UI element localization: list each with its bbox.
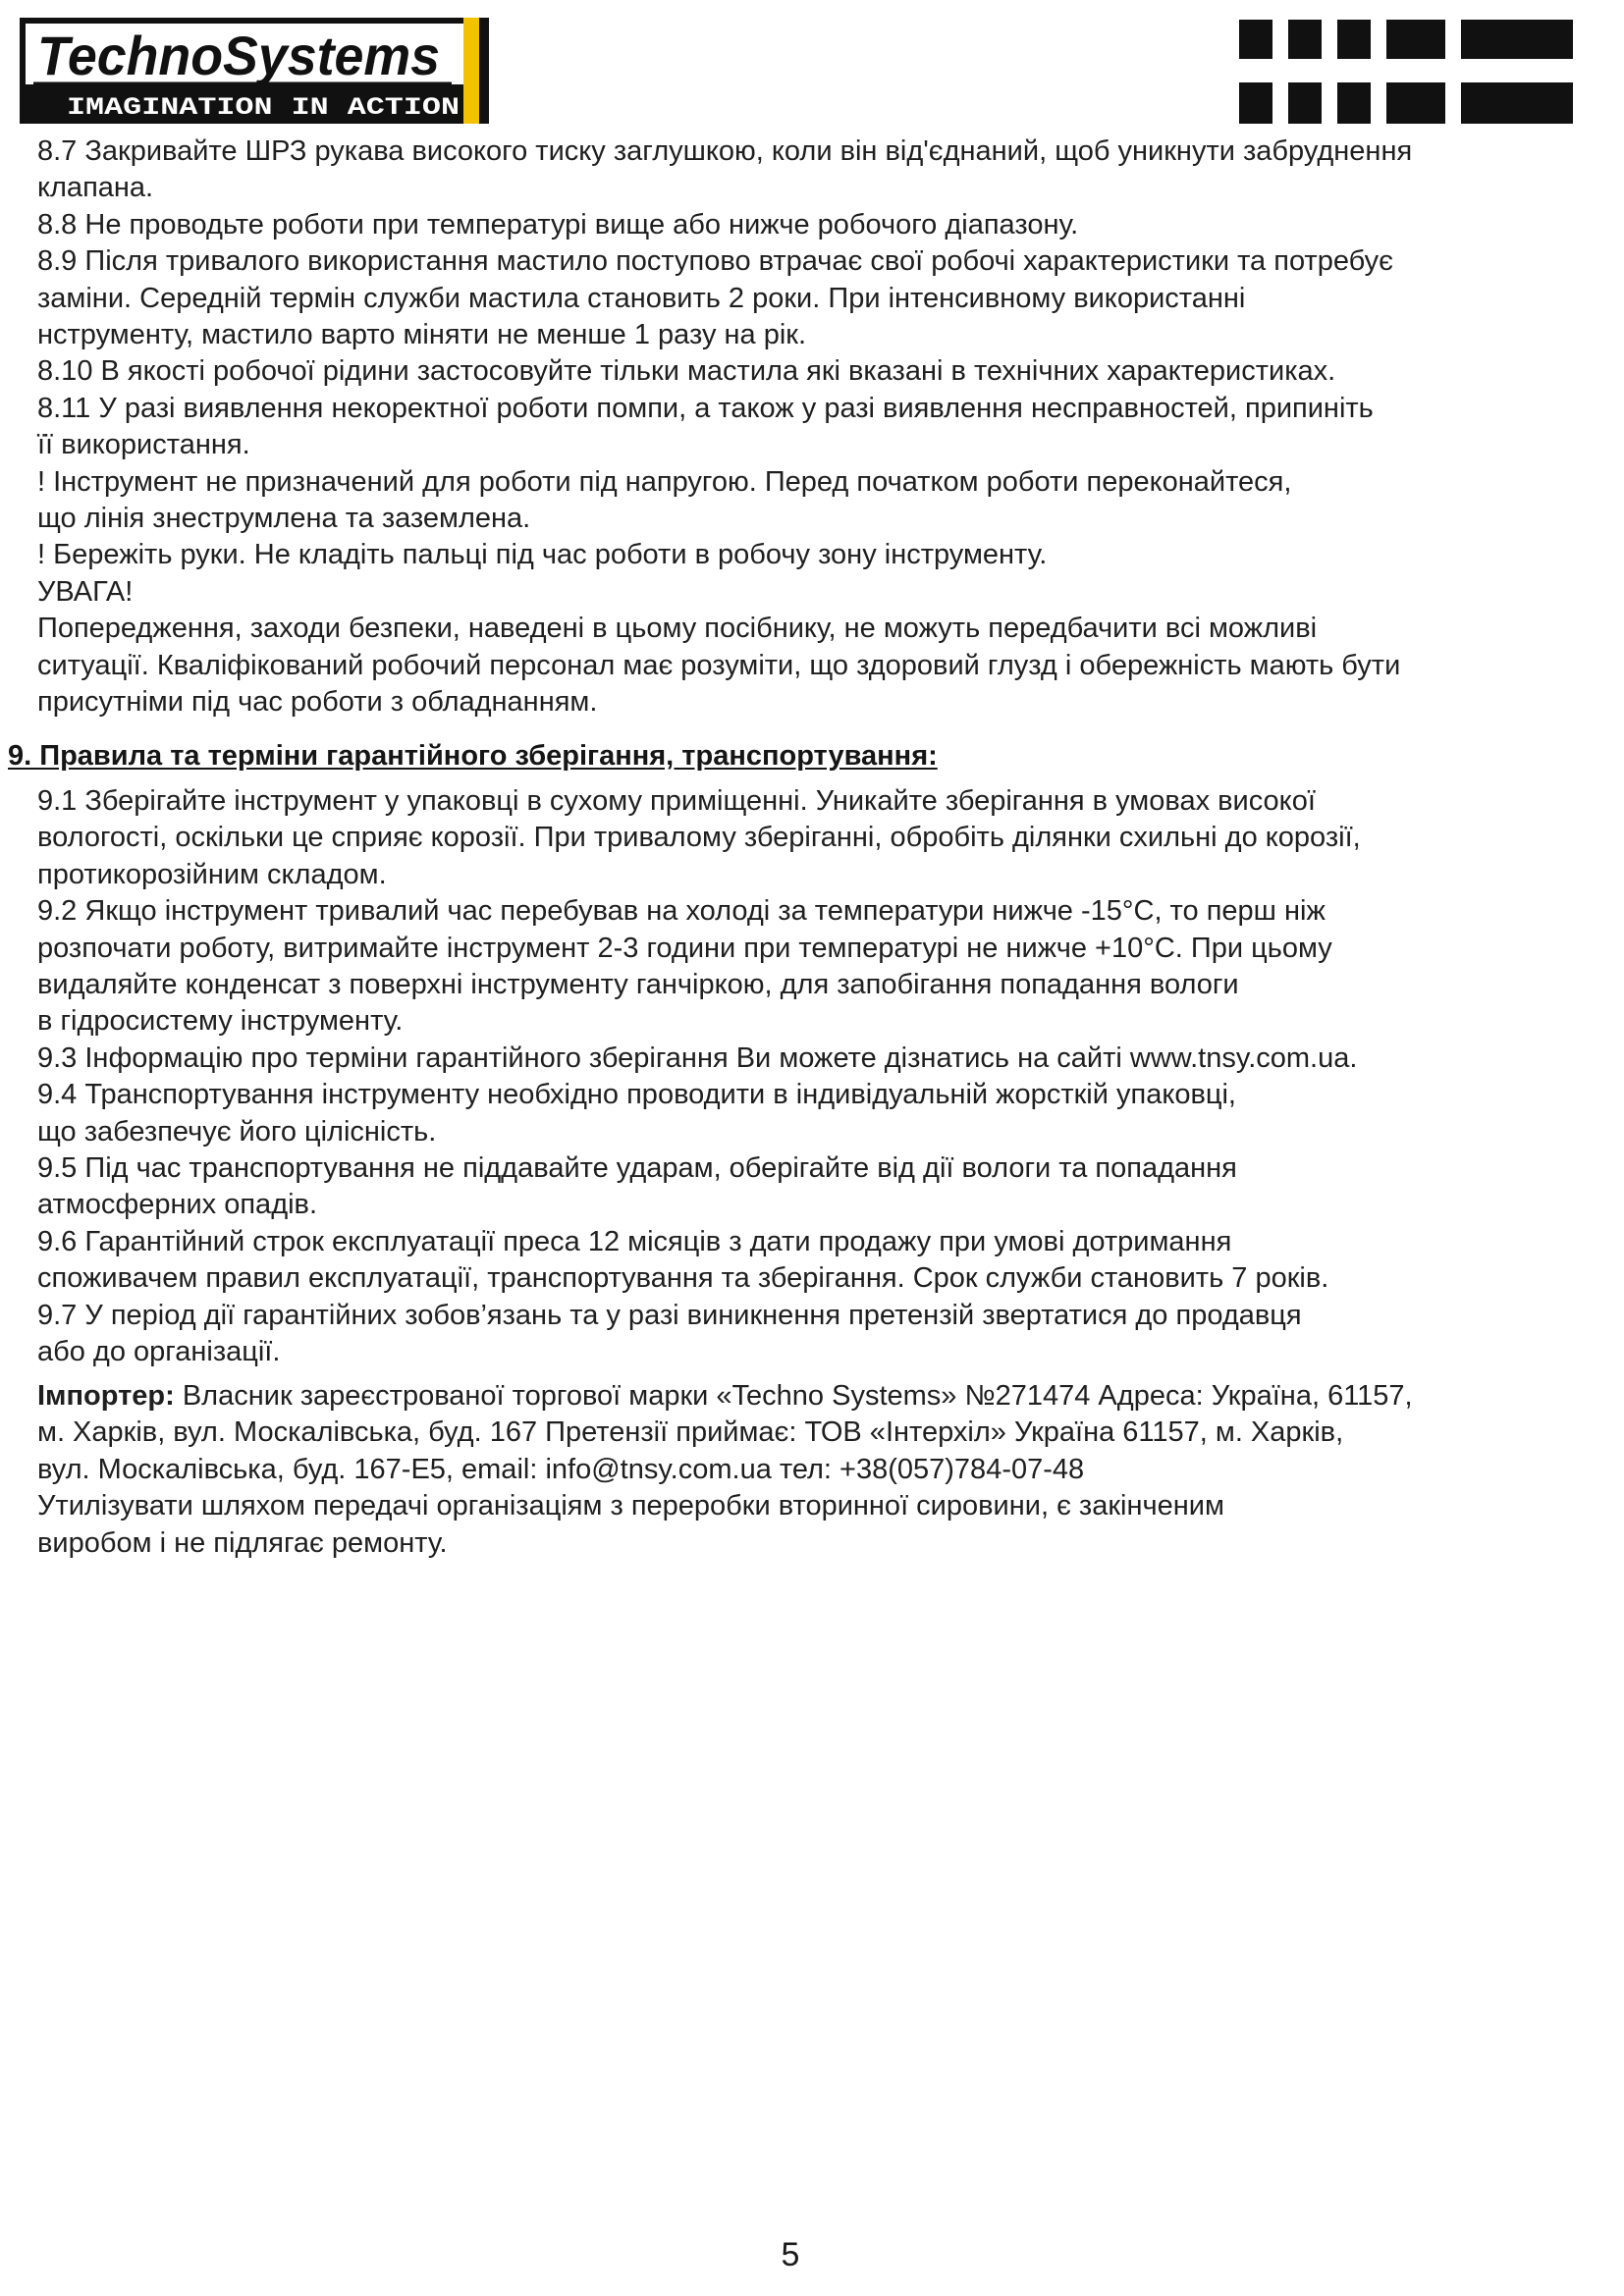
- section-9-heading: 9. Правила та терміни гарантійного зберігання, транспортування:: [8, 740, 938, 772]
- logo-wordmark: TechnoSystems: [37, 25, 440, 86]
- importer-info: [37, 1378, 1618, 1488]
- importer-block: [37, 1378, 1618, 1562]
- paragraph-9-3: 9.3 Інформацію про терміни гарантійного зберігання Ви можете дізнатись на сайті www.tnsy.com.ua.: [37, 1041, 1358, 1074]
- attention-label: УВАГА!: [37, 575, 134, 608]
- paragraph-9-2: 9.2 Якщо інструмент тривалий час перебував на холоді за температури нижче -15°C, то перш ніж розпочати роботу, витримайте інструмент 2-3 години при температурі не нижче +10°C. При цьому видаляйте конденсат з поверхні інструменту ганчіркою, для запобігання попадання вологи в гідросистему інструменту.: [37, 895, 1332, 1038]
- warning-hands: ! Бережіть руки. Не кладіть пальці під час роботи в робочу зону інструменту.: [37, 539, 1048, 571]
- disposal-text: Утилізувати шляхом передачі організаціям з переробки вторинної сировини, є закінченим виробом і не підлягає ремонту.: [37, 1490, 1224, 1559]
- brand-logo: [20, 18, 515, 124]
- paragraph-9-4: 9.4 Транспортування інструменту необхідно проводити в індивідуальній жорсткій упаковці, що забезпечує його цілісність.: [37, 1079, 1236, 1148]
- page-number: 5: [781, 2236, 800, 2273]
- logo-tagline: IMAGINATION IN ACTION: [67, 93, 460, 122]
- importer-text: Власник зареєстрованої торгової марки «Techno Systems» №271474 Адреса: Україна, 61157, м. Харків, вул. Москалівська, буд. 167 Претензії приймає: ТОВ «Інтерхіл» Україна 61157, м. Харків, вул. Москалівська, буд. 167-Е5, email: info@tnsy.com.ua тел: +38(057)784-07-48: [37, 1380, 1413, 1485]
- paragraph-8-9: 8.9 Після тривалого використання мастило поступово втрачає свої робочі характеристики та потребує заміни. Середній термін служби мастила становить 2 роки. При інтенсивному використанні нструменту, мастило варто міняти не менше 1 разу на рік.: [37, 245, 1393, 351]
- attention-text: Попередження, заходи безпеки, наведені в цьому посібнику, не можуть передбачити всі можливі ситуації. Кваліфікований робочий персонал має розуміти, що здоровий глузд і обережність мають бути присутніми під час роботи з обладнанням.: [37, 613, 1401, 719]
- section-9-body: [37, 783, 1608, 1371]
- paragraph-9-6: 9.6 Гарантійний строк експлуатації преса 12 місяців з дати продажу при умові дотримання споживачем правил експлуатації, транспортування та зберігання. Срок служби становить 7 років.: [37, 1225, 1329, 1295]
- section-8-continuation: [37, 133, 1608, 721]
- paragraph-8-7: 8.7 Закривайте ШРЗ рукава високого тиску заглушкою, коли він від'єднаний, щоб уникнути забруднення клапана.: [37, 135, 1413, 204]
- paragraph-8-8: 8.8 Не проводьте роботи при температурі вище або нижче робочого діапазону.: [37, 208, 1079, 240]
- paragraph-9-5: 9.5 Під час транспортування не піддавайте ударам, оберігайте від дії вологи та попадання атмосферних опадів.: [37, 1152, 1237, 1221]
- paragraph-8-11: 8.11 У разі виявлення некоректної роботи помпи, а також у разі виявлення несправностей, припиніть її використання.: [37, 392, 1374, 461]
- paragraph-9-1: 9.1 Зберігайте інструмент у упаковці в сухому приміщенні. Уникайте зберігання в умовах високої вологості, оскільки це сприяє корозії. При тривалому зберіганні, обробіть ділянки схильні до корозії, протикорозійним складом.: [37, 785, 1361, 890]
- paragraph-8-10: 8.10 В якості робочої рідини застосовуйте тільки мастила які вказані в технічних характеристиках.: [37, 355, 1336, 388]
- importer-label: Імпортер:: [37, 1380, 175, 1412]
- page-header: [0, 0, 1624, 137]
- paragraph-9-7: 9.7 У період дії гарантійних зобов’язань та у разі виникнення претензій звертатися до продавця або до організації.: [37, 1299, 1302, 1368]
- warning-voltage: ! Інструмент не призначений для роботи під напругою. Перед початком роботи переконайтеся, що лінія знеструмлена та заземлена.: [37, 465, 1292, 535]
- decorative-block-pattern: [1239, 20, 1573, 124]
